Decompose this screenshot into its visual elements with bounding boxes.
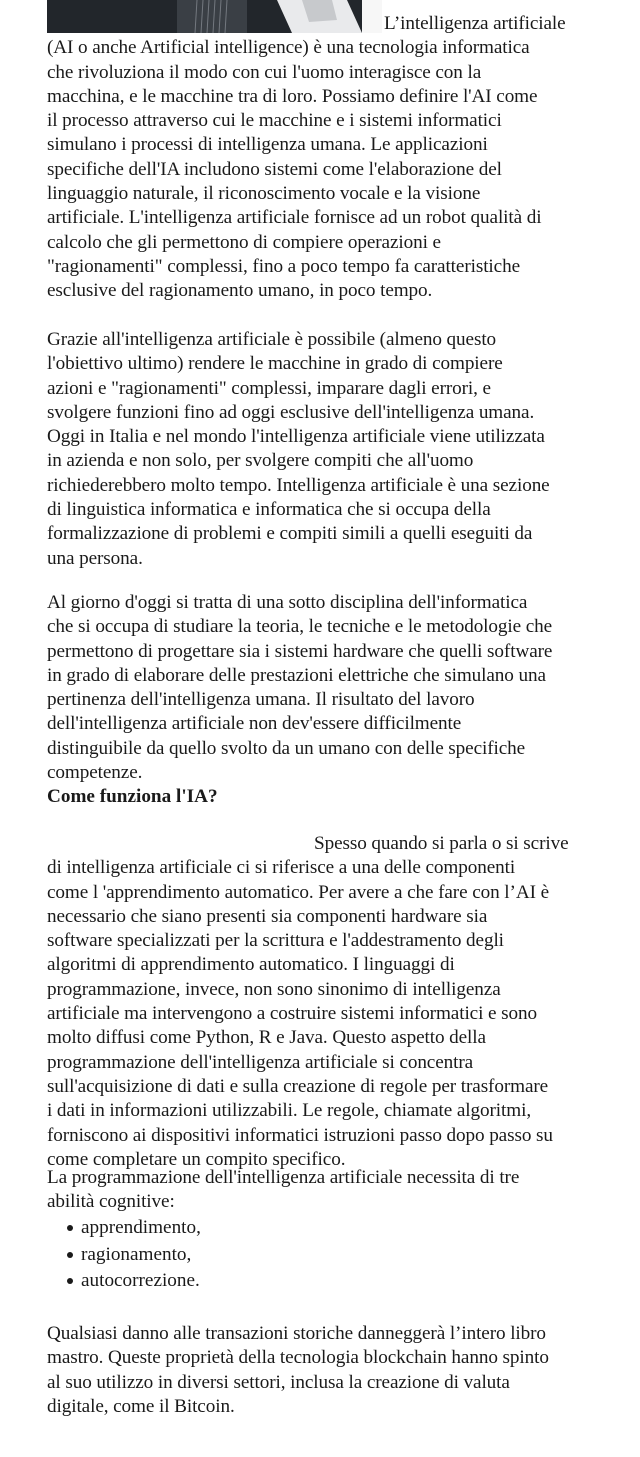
paragraph-6: Qualsiasi danno alle transazioni storiche danneggerà l’intero libro mastro. Queste proprietà della tecnologia blockchain hanno spinto al suo utilizzo in diversi settori, inclusa la creazione di valuta digitale, come il Bitcoin. [47,1323,549,1417]
paragraph-3: Al giorno d'oggi si tratta di una sotto disciplina dell'informatica che si occupa di studiare la teoria, le tecniche e le metodologie che permettono di progettare sia i sistemi hardware che quelli software in grado di elaborare delle prestazioni elettriche che simulano una pertinenza dell'intelligenza umana. Il risultato del lavoro dell'intelligenza artificiale non dev'essere difficilmente distinguibile da quello svolto da un umano con delle specifiche competenze. [47,592,553,784]
list-item: ragionamento, [67,1242,201,1269]
section-heading: Come funziona l'IA? [47,786,218,807]
paragraph-4-first-line: Spesso quando si parla o si scrive [314,833,569,854]
paragraph-5: La programmazione dell'intelligenza artificiale necessita di tre abilità cognitive: [47,1167,520,1213]
list-item: apprendimento, [67,1215,201,1242]
paragraph-2: Grazie all'intelligenza artificiale è possibile (almeno questo l'obiettivo ultimo) rendere le macchine in grado di compiere azioni e "ragionamenti" complessi, imparare dagli errori, e svolgere funzioni fino ad oggi esclusive dell'intelligenza umana. Oggi in Italia e nel mondo l'intelligenza artificiale viene utilizzata in azienda e non solo, per svolgere compiti che all'uomo richiederebbero molto tempo. Intelligenza artificiale è una sezione di linguistica informatica e informatica che si occupa della formalizzazione di problemi e compiti simili a quelli eseguiti da una persona. [47,329,550,569]
intro-paragraph [47,12,566,304]
paragraph-4 [47,832,569,1172]
intro-body: (AI o anche Artificial intelligence) è una tecnologia informatica che rivoluziona il modo con cui l'uomo interagisce con la macchina, e le macchine tra di loro. Possiamo definire l'AI come il processo attraverso cui le macchine e i sistemi informatici simulano i processi di intelligenza umana. Le applicazioni specifiche dell'IA includono sistemi come l'elaborazione del linguaggio naturale, il riconoscimento vocale e la visione artificiale. L'intelligenza artificiale fornisce ad un robot qualità di calcolo che gli permettono di compiere operazioni e "ragionamenti" complessi, fino a poco tempo fa caratteristiche esclusive del ragionamento umano, in poco tempo. [47,37,542,302]
intro-first-line: L’intelligenza artificiale [384,13,566,34]
skills-list [67,1215,201,1295]
list-item: autocorrezione. [67,1268,201,1295]
paragraph-4-body: di intelligenza artificiale ci si riferisce a una delle componenti come l 'apprendimento automatico. Per avere a che fare con l’AI è necessario che siano presenti sia componenti hardware sia software specializzati per la scrittura e l'addestramento degli algoritmi di apprendimento automatico. I linguaggi di programmazione, invece, non sono sinonimo di intelligenza artificiale ma intervengono a costruire sistemi informatici e sono molto diffusi come Python, R e Java. Questo aspetto della programmazione dell'intelligenza artificiale si concentra sull'acquisizione di dati e sulla creazione di regole per trasformare i dati in informazioni utilizzabili. Le regole, chiamate algoritmi, forniscono ai dispositivi informatici istruzioni passo dopo passo su come completare un compito specifico. [47,857,553,1170]
